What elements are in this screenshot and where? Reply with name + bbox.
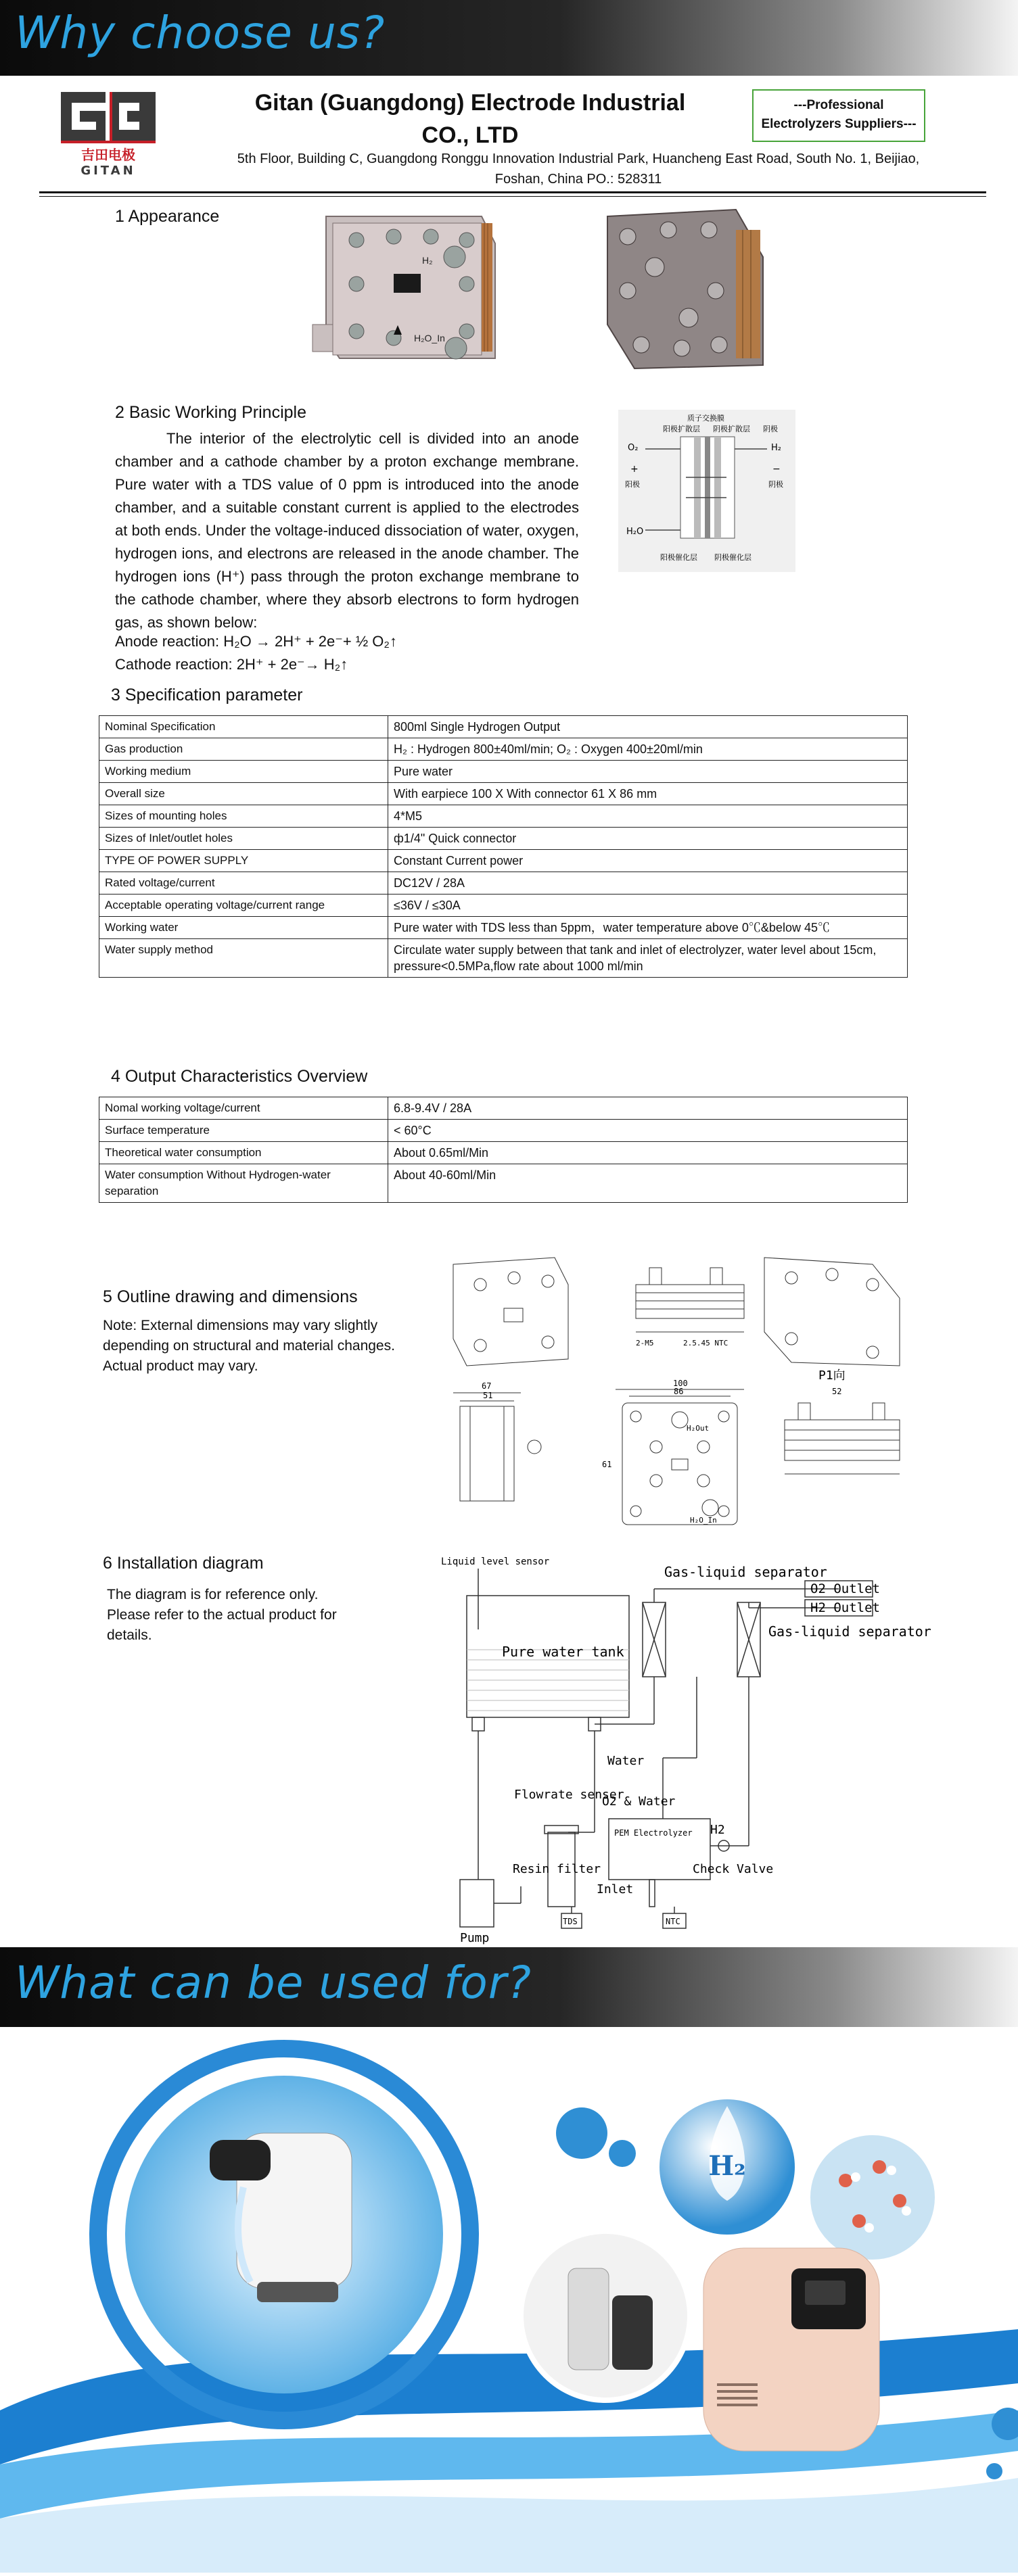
label-resin: Resin filter	[513, 1862, 601, 1876]
dim-67: 67	[482, 1381, 492, 1391]
spec-value: Constant Current power	[388, 850, 908, 872]
output-value: < 60°C	[388, 1120, 908, 1142]
spec-key: Nominal Specification	[99, 716, 388, 738]
spec-table	[99, 715, 908, 978]
spec-value: Pure water with TDS less than 5ppm，water temperature above 0℃&below 45℃	[388, 917, 908, 939]
tagline-line1: ---Professional	[793, 98, 884, 112]
label-ntc: NTC	[666, 1917, 680, 1926]
label-sep1: Gas-liquid separator	[664, 1564, 827, 1580]
h2-badge-text: H₂	[708, 2150, 746, 2182]
pem-principle-diagram	[618, 410, 795, 572]
output-key: Water consumption Without Hydrogen-water separation	[99, 1164, 388, 1203]
spec-value: ф1/4" Quick connector	[388, 828, 908, 850]
label-tds: TDS	[563, 1917, 578, 1926]
address-line2: Foshan, China PO.: 528311	[494, 172, 662, 187]
dim-86: 86	[674, 1387, 684, 1396]
spec-title: 3 Specification parameter	[111, 686, 303, 705]
dim-side-a: 2-M5	[636, 1339, 654, 1347]
anode-side-label: 阳极	[625, 480, 640, 489]
outline-drawings	[440, 1244, 913, 1542]
o2-label: O₂	[628, 443, 639, 453]
h2-label: H₂	[771, 443, 781, 453]
dim-52: 52	[832, 1387, 842, 1396]
header-divider-thin	[39, 196, 986, 197]
label-h2: H2	[710, 1823, 725, 1837]
spec-value: 4*M5	[388, 805, 908, 828]
spec-row	[99, 805, 908, 828]
output-value: 6.8-9.4V / 28A	[388, 1097, 908, 1120]
header-divider	[39, 191, 986, 193]
minus-label: −	[772, 464, 781, 475]
spec-row	[99, 761, 908, 783]
output-row	[99, 1097, 908, 1120]
label-inlet: Inlet	[597, 1882, 634, 1897]
spec-key: Gas production	[99, 738, 388, 761]
label-h2-outlet: H2 Outlet	[810, 1600, 880, 1615]
address-line1: 5th Floor, Building C, Guangdong Ronggu Innovation Industrial Park, Huancheng East Road, South No. 1, Beijiao,	[237, 151, 920, 166]
electrolyzer-front-image	[313, 203, 509, 379]
spec-value: Circulate water supply between that tank and inlet of electrolyzer, water level about 15cm, pressure<0.5MPa,flow rate about 1000 ml/min	[388, 939, 908, 978]
spec-value: With earpiece 100 X With connector 61 X 86 mm	[388, 783, 908, 805]
label-o2-outlet: O2 Outlet	[810, 1581, 880, 1596]
installation-diagram	[440, 1548, 931, 1954]
spec-row	[99, 850, 908, 872]
spec-row	[99, 716, 908, 738]
spec-key: Sizes of mounting holes	[99, 805, 388, 828]
spec-key: Overall size	[99, 783, 388, 805]
top-banner	[0, 0, 1018, 76]
appearance-title: 1 Appearance	[115, 207, 220, 226]
outline-note: Note: External dimensions may vary slightly depending on structural and material changes. Actual product may vary.	[103, 1318, 395, 1374]
spec-key: Water supply method	[99, 939, 388, 978]
spec-value: ≤36V / ≤30A	[388, 895, 908, 917]
output-table	[99, 1097, 908, 1203]
company-address	[189, 149, 967, 189]
h2o-label: H₂O	[626, 527, 644, 537]
output-value: About 40-60ml/Min	[388, 1164, 908, 1203]
company-name-line1: Gitan (Guangdong) Electrode Industrial	[254, 90, 686, 116]
output-key: Surface temperature	[99, 1120, 388, 1142]
bottom-banner	[0, 1947, 1018, 2027]
label-tank: Pure water tank	[502, 1644, 624, 1660]
tagline-line2: Electrolyzers Suppliers---	[761, 117, 917, 131]
principle-title: 2 Basic Working Principle	[115, 403, 306, 422]
usage-illustration	[0, 2032, 1018, 2573]
spec-key: Rated voltage/current	[99, 872, 388, 895]
dim-h2oin: H₂O_In	[690, 1516, 717, 1525]
electrolyzer-back-image	[601, 203, 770, 379]
spec-value: Pure water	[388, 761, 908, 783]
label-sensor: Liquid level sensor	[441, 1556, 550, 1567]
bottom-banner-title: What can be used for?	[15, 1957, 532, 2009]
cathode-reaction: Cathode reaction: 2H⁺ + 2e⁻→ H₂↑	[115, 656, 348, 673]
dim-p1: P1向	[818, 1368, 846, 1383]
spec-row	[99, 917, 908, 939]
install-note: The diagram is for reference only. Please refer to the actual product for details.	[107, 1587, 337, 1643]
front-label-h2: H₂	[422, 255, 433, 266]
cathode-side-label: 阴极	[763, 425, 778, 433]
spec-row	[99, 783, 908, 805]
label-sep2: Gas-liquid separator	[768, 1623, 931, 1640]
bottom-right-label: 阴极催化层	[714, 553, 751, 562]
spec-value: 800ml Single Hydrogen Output	[388, 716, 908, 738]
banner-title: Why choose us?	[15, 7, 386, 59]
label-pem: PEM Electrolyzer	[614, 1828, 693, 1838]
spec-row	[99, 939, 908, 978]
label-check-valve: Check Valve	[693, 1862, 774, 1876]
company-name	[203, 87, 737, 151]
outline-title: 5 Outline drawing and dimensions	[103, 1287, 358, 1306]
cathode-side-label-2: 阴极	[768, 480, 783, 489]
spec-key: Acceptable operating voltage/current range	[99, 895, 388, 917]
output-key: Nomal working voltage/current	[99, 1097, 388, 1120]
spec-key: Working medium	[99, 761, 388, 783]
plus-label: +	[630, 464, 639, 475]
spec-value: DC12V / 28A	[388, 872, 908, 895]
output-title: 4 Output Characteristics Overview	[111, 1067, 368, 1086]
company-logo	[57, 89, 165, 178]
label-o2-water: O2 & Water	[602, 1794, 676, 1809]
output-row	[99, 1142, 908, 1164]
spec-key: Working water	[99, 917, 388, 939]
spec-row	[99, 872, 908, 895]
logo-cn-text: 吉田电极	[81, 147, 135, 163]
output-row	[99, 1120, 908, 1142]
output-value: About 0.65ml/Min	[388, 1142, 908, 1164]
tagline-box	[752, 89, 925, 142]
front-label-h2o-in: H₂O_In	[414, 333, 445, 343]
label-water: Water	[607, 1754, 645, 1768]
principle-text: The interior of the electrolytic cell is divided into an anode chamber and a cathode chamber by a proton exchange membrane. Pure water with a TDS value of 0 ppm is introduced into the anode chamber, and a suitable constant current is applied to the electrodes at both ends. Under the voltage-induced dissociation of water, oxygen, hydrogen ions, and electrons are released in the anode chamber. The hydrogen ions (H⁺) pass through the proton exchange membrane to the cathode chamber, where they absorb electrons to form hydrogen gas, as shown below:	[115, 430, 579, 631]
company-name-line2: CO., LTD	[421, 122, 519, 148]
dim-side-b: 2.5.45 NTC	[683, 1339, 728, 1347]
output-key: Theoretical water consumption	[99, 1142, 388, 1164]
output-row	[99, 1164, 908, 1203]
left-layer-label: 阳极扩散层	[663, 425, 700, 433]
dim-100: 100	[673, 1379, 688, 1388]
label-flowrate: Flowrate senser	[514, 1788, 624, 1802]
logo-en-text: GITAN	[80, 164, 136, 178]
install-title: 6 Installation diagram	[103, 1554, 264, 1573]
dim-h2out: H₂Out	[687, 1424, 710, 1433]
spec-row	[99, 738, 908, 761]
spec-row	[99, 828, 908, 850]
right-layer-label: 阴极扩散层	[713, 425, 750, 433]
dim-61: 61	[602, 1460, 612, 1469]
spec-key: Sizes of Inlet/outlet holes	[99, 828, 388, 850]
dim-51: 51	[483, 1391, 493, 1400]
anode-reaction: Anode reaction: H₂O → 2H⁺ + 2e⁻+ ½ O₂↑	[115, 633, 397, 650]
spec-key: TYPE OF POWER SUPPLY	[99, 850, 388, 872]
membrane-label: 质子交换膜	[687, 414, 724, 423]
bottom-left-label: 阳极催化层	[660, 553, 697, 562]
label-pump: Pump	[460, 1931, 490, 1945]
spec-value: H₂ : Hydrogen 800±40ml/min; O₂ : Oxygen 400±20ml/min	[388, 738, 908, 761]
spec-row	[99, 895, 908, 917]
